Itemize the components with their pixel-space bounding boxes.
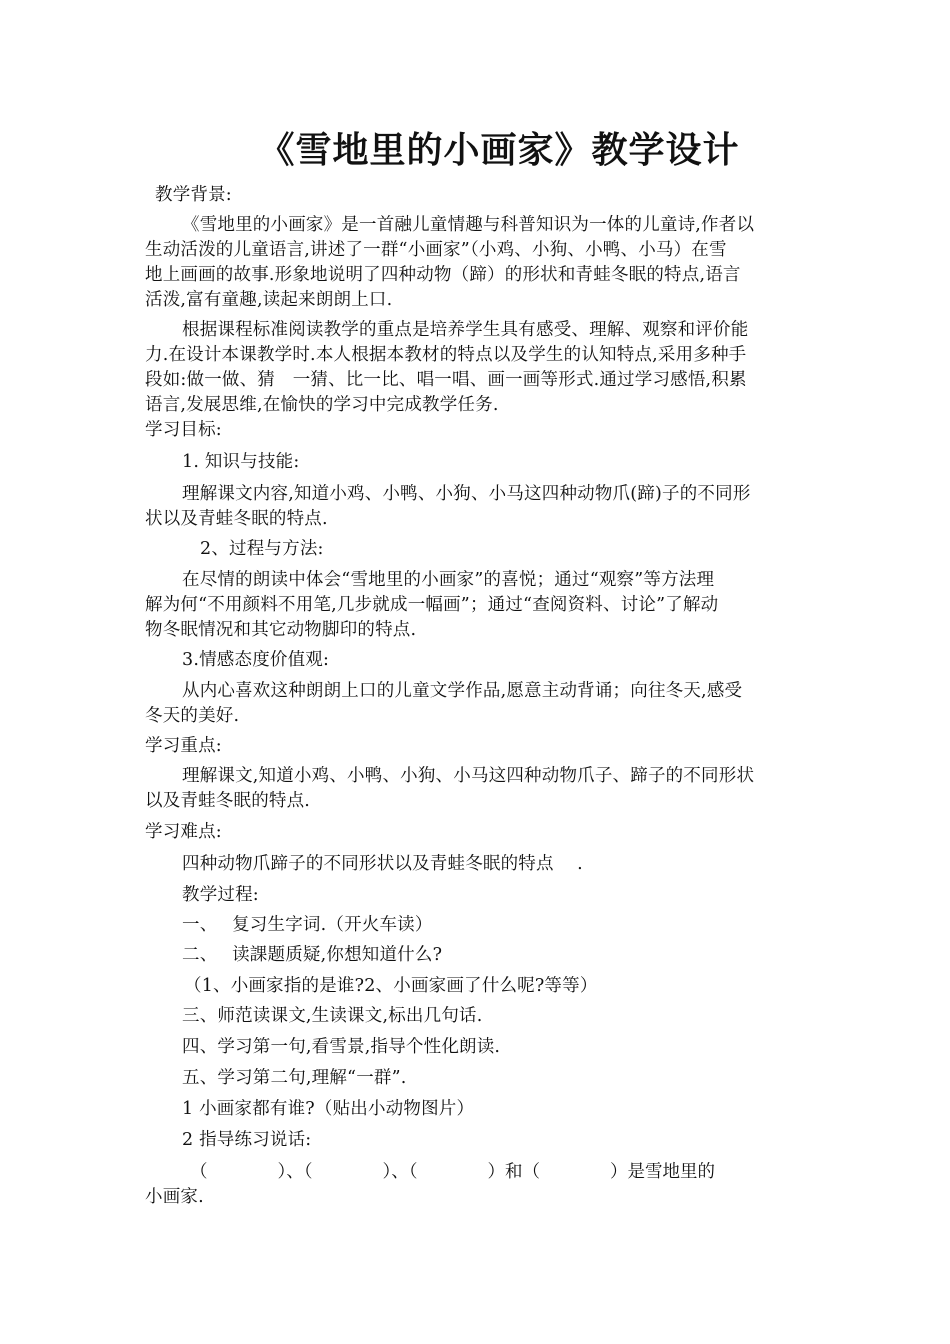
section-heading: 学习目标:	[145, 420, 222, 440]
subsection-heading: 3.情感态度价值观:	[182, 650, 330, 670]
text-line: 教学背景:	[155, 185, 232, 205]
list-item: 1 小画家都有谁?（贴出小动物图片）	[182, 1099, 475, 1119]
list-item: 四、学习第一句,看雪景,指导个性化朗读.	[182, 1037, 501, 1057]
text-line: 物冬眠情况和其它动物脚印的特点.	[145, 620, 417, 640]
text-line: 状以及青蛙冬眠的特点.	[145, 509, 328, 529]
fill-in-blanks-line: （ ）、（ ）、（ ）和（ ）是雪地里的	[190, 1162, 715, 1182]
text-line: 活泼,富有童趣,读起来朗朗上口.	[145, 290, 393, 310]
list-item: 三、师范读课文,生读课文,标出几句话.	[182, 1006, 483, 1026]
text-line: 解为何“不用颜料不用笔,几步就成一幅画”；通过“查阅资料、讨论”了解动	[145, 595, 719, 615]
text-line: 冬天的美好.	[145, 706, 240, 726]
list-item: 五、学习第二句,理解“一群”.	[182, 1068, 407, 1088]
text-line: 小画家.	[145, 1187, 204, 1207]
section-heading: 学习重点:	[145, 736, 222, 756]
text-line: 《雪地里的小画家》是一首融儿童情趣与科普知识为一体的儿童诗,作者以	[182, 215, 755, 235]
list-item: （1、小画家指的是谁?2、小画家画了什么呢?等等）	[184, 976, 598, 996]
list-item: 一、 复习生字词.（开火车读）	[182, 915, 433, 935]
text-line: 生动活泼的儿童语言,讲述了一群“小画家”（小鸡、小狗、小鸭、小马）在雪	[145, 240, 727, 260]
section-heading: 教学过程:	[182, 885, 259, 905]
section-heading: 学习难点:	[145, 822, 222, 842]
subsection-heading: 1. 知识与技能:	[182, 452, 300, 472]
document-title: 《雪地里的小画家》教学设计	[258, 130, 740, 171]
list-item: 二、 读課题质疑,你想知道什么?	[182, 945, 443, 965]
text-line: 理解课文内容,知道小鸡、小鸭、小狗、小马这四种动物爪(蹄)子的不同形	[182, 484, 751, 504]
text-line: 地上画画的故事.形象地说明了四种动物（蹄）的形状和青蛙冬眠的特点,语言	[145, 265, 741, 285]
text-line: 力.在设计本课教学时.本人根据本教材的特点以及学生的认知特点,采用多种手	[145, 345, 747, 365]
list-item: 2 指导练习说话:	[182, 1130, 312, 1150]
text-line: 在尽情的朗读中体会“雪地里的小画家”的喜悦；通过“观察”等方法理	[182, 570, 715, 590]
text-line: 段如:做一做、猜 一猜、比一比、唱一唱、画一画等形式.通过学习感悟,积累	[145, 370, 747, 390]
text-line: 四种动物爪蹄子的不同形状以及青蛙冬眠的特点 .	[182, 854, 583, 874]
text-line: 语言,发展思维,在愉快的学习中完成教学任务.	[145, 395, 499, 415]
text-line: 理解课文,知道小鸡、小鸭、小狗、小马这四种动物爪子、蹄子的不同形状	[182, 766, 755, 786]
subsection-heading: 2、过程与方法:	[200, 539, 324, 559]
text-line: 以及青蛙冬眠的特点.	[145, 791, 311, 811]
text-line: 从内心喜欢这种朗朗上口的儿童文学作品,愿意主动背诵；向往冬天,感受	[182, 681, 743, 701]
text-line: 根据课程标准阅读教学的重点是培养学生具有感受、理解、观察和评价能	[182, 320, 749, 340]
